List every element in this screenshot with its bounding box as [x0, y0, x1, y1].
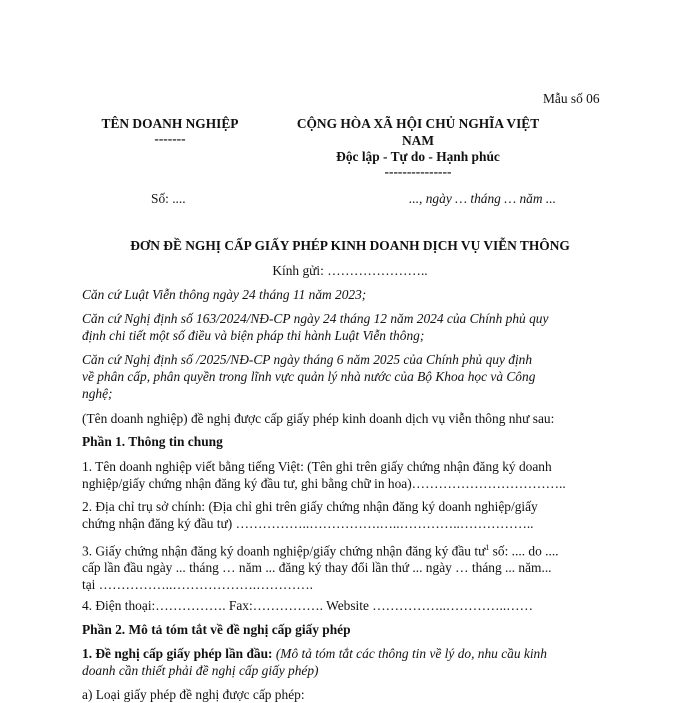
footnote-marker: 1	[485, 543, 490, 552]
national-title-line2: NAM	[402, 133, 434, 148]
part1-item4: 4. Điện thoại:……………. Fax:……………. Website ……………..…………..……	[82, 598, 533, 613]
part1-heading: Phần 1. Thông tin chung	[82, 434, 223, 449]
date-line: ..., ngày … tháng … năm ...	[409, 191, 556, 206]
motto: Độc lập - Tự do - Hạnh phúc	[336, 149, 500, 164]
document-number: Số: ....	[151, 191, 186, 206]
intro-paragraph: (Tên doanh nghiệp) đề nghị được cấp giấy phép kinh doanh dịch vụ viễn thông như sau:	[82, 411, 555, 426]
company-name-placeholder: TÊN DOANH NGHIỆP	[101, 116, 239, 131]
legal-basis-1: Căn cứ Luật Viễn thông ngày 24 tháng 11 năm 2023;	[82, 287, 367, 302]
part1-item2: 2. Địa chỉ trụ sở chính: (Địa chỉ ghi trên giấy chứng nhận đăng ký doanh nghiệp/giấy chứng nhận đăng ký đầu tư) ……………..…………….…..…………..……………..	[82, 499, 538, 531]
national-title-line1: CỘNG HÒA XÃ HỘI CHỦ NGHĨA VIỆT	[296, 116, 540, 131]
document-title: ĐƠN ĐỀ NGHỊ CẤP GIẤY PHÉP KINH DOANH DỊCH VỤ VIỄN THÔNG	[130, 238, 570, 253]
part2-item1: 1. Đề nghị cấp giấy phép lần đầu: (Mô tả tóm tắt các thông tin về lý do, nhu cầu kinh doanh cần thiết phải đề nghị cấp giấy phép)	[82, 646, 547, 678]
recipient-line: Kính gửi: …………………..	[272, 263, 428, 278]
form-number: Mẫu số 06	[543, 91, 600, 106]
company-rule: -------	[154, 131, 186, 146]
motto-rule: ---------------	[384, 164, 452, 179]
part1-item3: 3. Giấy chứng nhận đăng ký doanh nghiệp/giấy chứng nhận đăng ký đầu $tư^1$ số: .... do .... cấp lần đầu ngày ... tháng … năm ... đăng ký thay đổi lần thứ ... ngày … tháng ... năm... tại ……………..……………….………….	[82, 543, 559, 593]
legal-basis-3: Căn cứ Nghị định số /2025/NĐ-CP ngày tháng 6 năm 2025 của Chính phủ quy định về phân cấp, phân quyền trong lĩnh vực quản lý nhà nước của Bộ Khoa học và Công nghệ;	[82, 352, 536, 401]
part1-item1: 1. Tên doanh nghiệp viết bằng tiếng Việt: (Tên ghi trên giấy chứng nhận đăng ký doanh nghiệp/giấy chứng nhận đăng ký đầu tư, ghi bằng chữ in hoa)……………………………..	[82, 459, 566, 491]
part2-item-a: a) Loại giấy phép đề nghị được cấp phép:	[82, 687, 305, 702]
legal-basis-2: Căn cứ Nghị định số 163/2024/NĐ-CP ngày 24 tháng 12 năm 2024 của Chính phủ quy định chi tiết một số điều và biện pháp thi hành Luật Viễn thông;	[82, 311, 549, 343]
part2-heading: Phần 2. Mô tả tóm tắt về đề nghị cấp giấy phép	[82, 622, 351, 637]
